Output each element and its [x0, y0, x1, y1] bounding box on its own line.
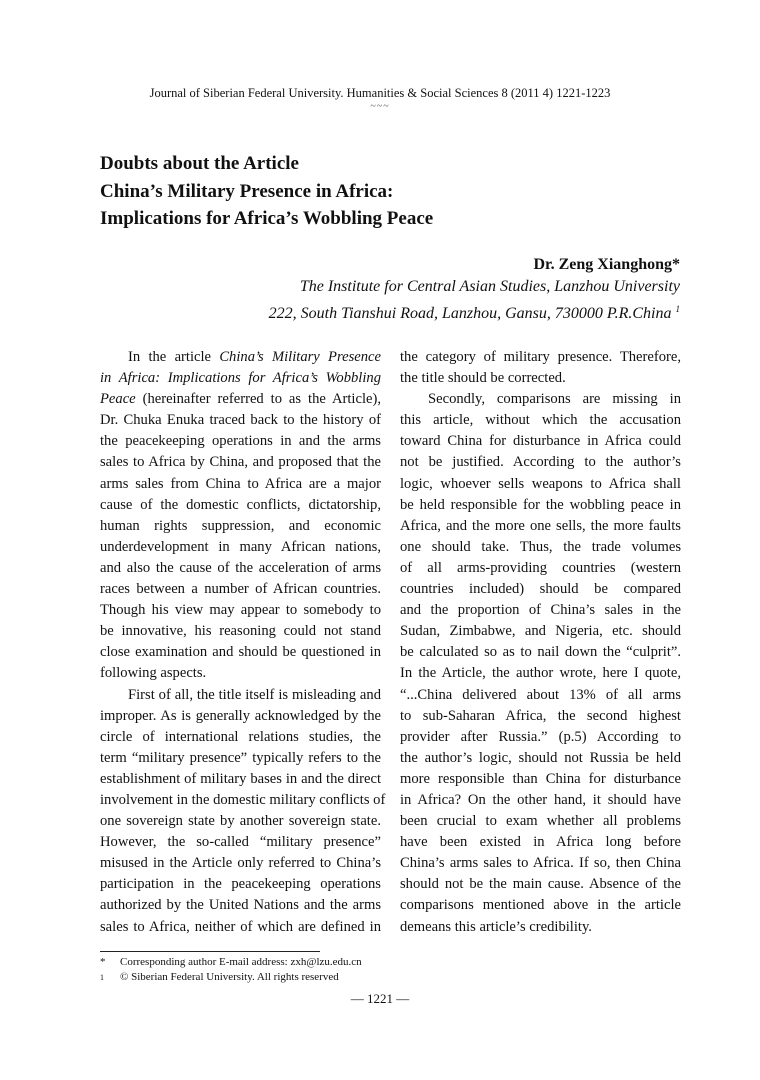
text-run: to sub-Saharan Africa, the second highest — [400, 707, 681, 724]
body-text-line — [400, 431, 681, 452]
body-text-line — [100, 642, 381, 663]
text-run: First of all, the title itself is misleading and — [128, 686, 381, 703]
text-run: be held responsible for the wobbling peace in — [400, 496, 681, 513]
body-text-line — [100, 706, 381, 727]
italic-citation-text: China’s Military Presence — [219, 349, 381, 365]
text-run: and also the cause of the acceleration of arms — [100, 559, 381, 576]
text-run: in Africa? On the other hand, it should have — [400, 791, 681, 808]
text-run: of all arms-providing countries (western — [400, 559, 681, 576]
text-run: provider after Russia.” (p.5) According to — [400, 728, 681, 745]
text-run: circle of international relations studies, the — [100, 728, 381, 745]
body-text-line — [400, 516, 681, 537]
title-line-1: Doubts about the Article — [100, 153, 299, 174]
footnotes — [100, 955, 362, 985]
text-run: the author’s logic, should not Russia be held — [400, 749, 681, 766]
author-name: Dr. Zeng Xianghong* — [533, 256, 680, 273]
text-run: should not be the main cause. Absence of the — [400, 876, 681, 893]
body-text-line — [100, 495, 381, 516]
body-text-line — [400, 368, 681, 389]
body-text-line — [400, 600, 681, 621]
body-text-line — [400, 917, 681, 938]
body-text-line — [100, 389, 381, 410]
body-text-line — [100, 748, 381, 769]
text-run: not be justified. According to the author’s — [400, 454, 681, 471]
body-text-line — [100, 685, 381, 706]
footnote-mark: 1 — [100, 973, 104, 982]
text-run: following aspects. — [100, 665, 207, 682]
text-run: Though his view may appear to somebody to — [100, 602, 381, 619]
text-run: Sudan, Zimbabwe, and Nigeria, etc. should — [400, 623, 681, 640]
body-text-line — [400, 853, 681, 874]
body-text-line — [100, 537, 381, 558]
header-ornament: ~~~ — [370, 101, 390, 112]
text-run: the category of military presence. Therefore, — [400, 349, 681, 365]
text-run: races between a number of African countries. — [100, 581, 381, 598]
body-text-line — [100, 895, 381, 916]
body-text-line — [100, 516, 381, 537]
text-run: be calculated so as to nail down the “culprit”. — [400, 644, 681, 661]
body-text-line — [400, 642, 681, 663]
text-run: demeans this article’s credibility. — [400, 918, 592, 935]
body-text-line — [400, 452, 681, 473]
text-run: arms sales from China to Africa are a major — [100, 475, 381, 492]
text-run: sales to Africa, neither of which are defined in — [100, 918, 381, 935]
body-text-line — [100, 347, 381, 368]
text-run: improper. As is generally acknowledged by the — [100, 707, 381, 724]
footnote-text: © Siberian Federal University. All rights reserved — [120, 971, 339, 983]
body-text-line — [100, 769, 381, 790]
text-run: toward China for disturbance in Africa could — [400, 433, 681, 450]
body-text-line — [400, 621, 681, 642]
body-text-line — [400, 347, 681, 368]
text-run: underdevelopment in many African nations, — [100, 538, 381, 555]
text-run: term “military presence” typically refers to the — [100, 749, 381, 766]
footnote-divider — [100, 951, 320, 952]
body-text-line — [100, 790, 386, 811]
text-run: misused in the Article only referred to China’s — [100, 855, 381, 872]
text-run: In the Article, the author wrote, here I quote, — [400, 665, 681, 682]
italic-citation-text: Peace — [100, 391, 136, 408]
body-text-line — [400, 832, 681, 853]
body-text-line — [400, 389, 681, 410]
body-text-line — [400, 474, 681, 495]
body-text-line — [400, 769, 681, 790]
body-text-line — [100, 431, 381, 452]
body-column-left — [100, 347, 386, 938]
text-run: and the proportion of China’s sales in the — [400, 602, 681, 619]
author-block — [269, 254, 680, 325]
text-run: more responsible than China for disturbance — [400, 770, 681, 787]
body-text-line — [100, 410, 381, 431]
text-run: participation in the peacekeeping operations — [100, 876, 381, 893]
footnote-copyright — [100, 970, 362, 985]
text-run: human rights suppression, and economic — [100, 517, 381, 534]
text-run: sales to Africa by China, and proposed that the — [100, 454, 381, 471]
body-text-line — [100, 368, 381, 389]
text-run: countries included) should be compared — [400, 581, 681, 598]
footnote-mark: * — [100, 956, 106, 968]
text-run: this article, without which the accusation — [400, 412, 681, 429]
text-run: one should take. Thus, the trade volumes — [400, 538, 681, 555]
body-text-line — [100, 452, 381, 473]
body-text-line — [400, 790, 681, 811]
body-text-line — [100, 474, 381, 495]
body-text-line — [100, 853, 381, 874]
body-text-line — [400, 727, 681, 748]
body-text-line — [100, 917, 381, 938]
body-text-line — [400, 748, 681, 769]
italic-citation-text: in Africa: Implications for Africa’s Wobbling — [100, 370, 381, 387]
body-text-line — [400, 663, 681, 684]
body-text-line — [400, 537, 681, 558]
body-text-line — [400, 579, 681, 600]
text-run: establishment of military bases in and the direct — [100, 770, 381, 787]
body-text-line — [100, 832, 381, 853]
body-text-line — [400, 811, 681, 832]
journal-header: Journal of Siberian Federal University. Humanities & Social Sciences 8 (2011 4) 1221-1223 — [149, 86, 611, 100]
text-run: comparisons mentioned above in the article — [400, 897, 681, 914]
text-run: China’s arms sales to Africa. If so, then China — [400, 855, 681, 872]
title-line-2: China’s Military Presence in Africa: — [100, 180, 394, 202]
page-number: — 1221 — — [350, 991, 410, 1006]
body-text-line — [100, 600, 381, 621]
body-text-line — [100, 727, 381, 748]
author-institution: The Institute for Central Asian Studies, Lanzhou University — [299, 278, 680, 295]
text-run: In the article — [128, 349, 220, 365]
body-text-line — [400, 685, 681, 706]
author-address-line — [269, 298, 680, 325]
body-text-line — [400, 495, 681, 516]
footnote-corresponding-author — [100, 955, 362, 970]
title-line-3: Implications for Africa’s Wobbling Peace — [100, 208, 434, 229]
author-address: 222, South Tianshui Road, Lanzhou, Gansu, 730000 P.R.China — [268, 305, 672, 322]
text-run: Dr. Chuka Enuka traced back to the history of — [100, 412, 381, 429]
body-column-right — [400, 347, 681, 938]
body-text-line — [100, 558, 381, 579]
text-run: Africa, and the more one sells, the more faults — [400, 517, 681, 534]
body-text-line — [100, 621, 381, 642]
text-run: close examination and should be questioned in — [100, 644, 381, 661]
body-text-line — [100, 811, 381, 832]
body-text-line — [100, 874, 381, 895]
text-run: (hereinafter referred to as the Article), — [135, 391, 381, 408]
body-text-line — [400, 895, 681, 916]
text-run: have been existed in Africa long before — [400, 834, 681, 851]
body-text-line — [400, 874, 681, 895]
article-title — [100, 150, 433, 233]
text-run: the title should be corrected. — [400, 370, 566, 387]
text-run: one sovereign state by another sovereign state. — [100, 813, 381, 830]
footnote-ref-1[interactable]: 1 — [675, 304, 680, 314]
text-run: authorized by the United Nations and the arms — [100, 897, 381, 914]
text-run: logic, whoever sells weapons to Africa shall — [400, 475, 681, 492]
body-text-line — [100, 579, 381, 600]
body-text-line — [400, 706, 681, 727]
footnote-text: Corresponding author E-mail address: zxh@lzu.edu.cn — [120, 956, 362, 968]
body-text-line — [400, 558, 681, 579]
text-run: involvement in the domestic military conflicts of — [100, 791, 386, 808]
text-run: the peacekeeping operations in and the arms — [100, 433, 381, 450]
text-run: However, the so-called “military presence” — [100, 834, 381, 851]
text-run: been crucial to exam whether all problems — [400, 813, 681, 830]
body-text-line — [400, 410, 681, 431]
text-run: Secondly, comparisons are missing in — [428, 391, 681, 408]
text-run: cause of the domestic conflicts, dictatorship, — [100, 496, 381, 513]
text-run: be innovative, his reasoning could not stand — [100, 623, 381, 640]
text-run: “...China delivered about 13% of all arms — [400, 686, 681, 703]
body-text-line — [100, 663, 381, 684]
